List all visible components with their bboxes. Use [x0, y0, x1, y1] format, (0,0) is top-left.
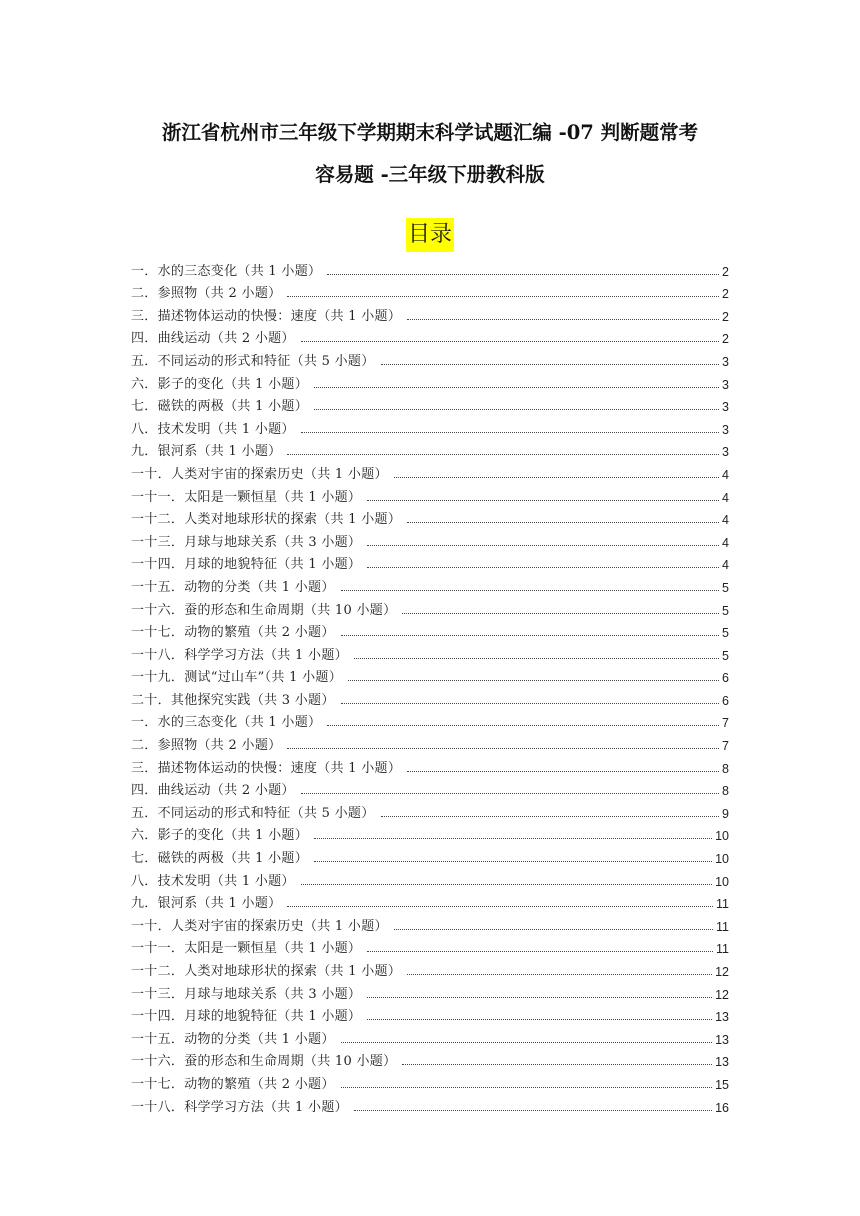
- toc-dot-leader: [287, 906, 713, 907]
- toc-entry-page-number: 6: [722, 671, 729, 686]
- toc-entry-label: 一．水的三态变化（共 1 小题）: [131, 715, 322, 731]
- toc-entry-page-number: 3: [722, 422, 729, 437]
- toc-entry[interactable]: [131, 439, 729, 462]
- toc-entry-page-number: 2: [722, 309, 729, 324]
- toc-dot-leader: [407, 319, 719, 320]
- toc-dot-leader: [314, 409, 719, 410]
- toc-entry-label: 一．水的三态变化（共 1 小题）: [131, 263, 322, 279]
- toc-entry-page-number: 4: [722, 490, 729, 505]
- toc-entry-page-number: 3: [722, 377, 729, 392]
- toc-entry-page-number: 13: [715, 1032, 729, 1047]
- toc-dot-leader: [327, 274, 719, 275]
- toc-entry-page-number: 5: [722, 626, 729, 641]
- toc-dot-leader: [381, 816, 720, 817]
- toc-dot-leader: [394, 477, 719, 478]
- toc-entry[interactable]: [131, 326, 729, 349]
- toc-entry-page-number: 9: [722, 806, 729, 821]
- toc-dot-leader: [354, 1110, 712, 1111]
- toc-heading: 目录: [406, 218, 454, 252]
- toc-entry[interactable]: [131, 1049, 729, 1072]
- toc-entry[interactable]: [131, 552, 729, 575]
- toc-entry[interactable]: [131, 281, 729, 304]
- toc-dot-leader: [367, 500, 719, 501]
- toc-entry-label: 一十八．科学学习方法（共 1 小题）: [131, 1099, 348, 1115]
- toc-entry-page-number: 8: [722, 761, 729, 776]
- toc-dot-leader: [348, 680, 719, 681]
- toc-dot-leader: [341, 635, 719, 636]
- toc-dot-leader: [314, 861, 712, 862]
- toc-entry-page-number: 12: [715, 965, 729, 979]
- document-title-line-1: 浙江省杭州市三年级下学期期末科学试题汇编 -07 判断题常考: [161, 121, 699, 144]
- toc-entry[interactable]: [131, 1004, 729, 1027]
- toc-entry-page-number: 6: [722, 693, 729, 708]
- toc-entry[interactable]: [131, 620, 729, 643]
- toc-entry-label: 四．曲线运动（共 2 小题）: [131, 783, 295, 799]
- toc-dot-leader: [402, 1064, 712, 1065]
- table-of-contents: [131, 258, 729, 1117]
- toc-entry-page-number: 15: [715, 1077, 729, 1092]
- toc-dot-leader: [367, 951, 713, 952]
- toc-entry-page-number: 10: [715, 874, 729, 889]
- toc-entry-page-number: 5: [722, 648, 729, 663]
- toc-entry-label: 一十一．太阳是一颗恒星（共 1 小题）: [131, 489, 362, 505]
- toc-dot-leader: [341, 703, 719, 704]
- toc-entry-label: 一十三．月球与地球关系（共 3 小题）: [131, 986, 362, 1002]
- toc-entry[interactable]: [131, 507, 729, 530]
- toc-entry-label: 八．技术发明（共 1 小题）: [131, 873, 295, 889]
- toc-dot-leader: [341, 590, 719, 591]
- toc-entry-label: 一十四．月球的地貌特征（共 1 小题）: [131, 557, 362, 573]
- toc-entry-page-number: 5: [722, 603, 729, 618]
- toc-entry[interactable]: [131, 1094, 729, 1117]
- toc-dot-leader: [407, 522, 719, 523]
- toc-entry[interactable]: [131, 1026, 729, 1049]
- toc-entry[interactable]: [131, 687, 729, 710]
- toc-entry[interactable]: [131, 732, 729, 755]
- toc-entry-page-number: 5: [722, 580, 729, 595]
- toc-entry[interactable]: [131, 642, 729, 665]
- toc-dot-leader: [354, 658, 719, 659]
- toc-entry-page-number: 4: [722, 535, 729, 550]
- toc-entry-page-number: 4: [722, 513, 729, 528]
- toc-entry-page-number: 10: [715, 829, 729, 844]
- toc-entry-page-number: 13: [715, 1010, 729, 1025]
- toc-entry-page-number: 3: [722, 445, 729, 460]
- toc-entry[interactable]: [131, 1071, 729, 1094]
- toc-entry-label: 五．不同运动的形式和特征（共 5 小题）: [131, 805, 375, 821]
- toc-dot-leader: [314, 387, 719, 388]
- toc-entry-label: 一十二．人类对地球形状的探索（共 1 小题）: [131, 964, 402, 979]
- toc-entry[interactable]: [131, 958, 729, 981]
- toc-entry-page-number: 4: [722, 558, 729, 573]
- toc-entry-label: 一十五．动物的分类（共 1 小题）: [131, 579, 335, 595]
- toc-dot-leader: [367, 545, 719, 546]
- toc-dot-leader: [301, 341, 719, 342]
- toc-dot-leader: [341, 1042, 712, 1043]
- toc-entry-label: 七．磁铁的两极（共 1 小题）: [131, 399, 309, 415]
- toc-entry-page-number: 3: [722, 400, 729, 415]
- toc-dot-leader: [367, 567, 719, 568]
- toc-entry-label: 四．曲线运动（共 2 小题）: [131, 331, 295, 347]
- toc-entry-label: 九．银河系（共 1 小题）: [131, 444, 282, 460]
- toc-entry-label: 六．影子的变化（共 1 小题）: [131, 828, 309, 844]
- toc-entry[interactable]: [131, 710, 729, 733]
- toc-entry-label: 五．不同运动的形式和特征（共 5 小题）: [131, 353, 375, 369]
- toc-entry-page-number: 13: [715, 1055, 729, 1070]
- toc-entry[interactable]: [131, 891, 729, 914]
- toc-entry[interactable]: [131, 868, 729, 891]
- toc-dot-leader: [287, 296, 719, 297]
- toc-entry[interactable]: [131, 913, 729, 936]
- toc-dot-leader: [301, 432, 719, 433]
- toc-entry-label: 一十七．动物的繁殖（共 2 小题）: [131, 625, 335, 641]
- toc-entry-page-number: 11: [716, 919, 729, 934]
- toc-dot-leader: [407, 974, 712, 975]
- toc-entry-label: 一十六．蚕的形态和生命周期（共 10 小题）: [131, 602, 397, 618]
- toc-entry-label: 一十．人类对宇宙的探索历史（共 1 小题）: [131, 918, 388, 934]
- toc-entry[interactable]: [131, 394, 729, 417]
- toc-entry-label: 六．影子的变化（共 1 小题）: [131, 376, 309, 392]
- toc-dot-leader: [301, 793, 719, 794]
- toc-entry[interactable]: [131, 665, 729, 688]
- toc-entry-page-number: 2: [722, 287, 729, 302]
- toc-entry-page-number: 11: [716, 942, 729, 957]
- toc-dot-leader: [367, 997, 712, 998]
- toc-entry-label: 一十一．太阳是一颗恒星（共 1 小题）: [131, 941, 362, 957]
- toc-dot-leader: [367, 1019, 712, 1020]
- toc-entry[interactable]: [131, 574, 729, 597]
- toc-entry-label: 二．参照物（共 2 小题）: [131, 738, 282, 754]
- toc-entry-label: 七．磁铁的两极（共 1 小题）: [131, 851, 309, 867]
- toc-entry[interactable]: [131, 529, 729, 552]
- toc-entry[interactable]: [131, 845, 729, 868]
- toc-dot-leader: [287, 454, 719, 455]
- toc-entry[interactable]: [131, 597, 729, 620]
- toc-entry[interactable]: [131, 936, 729, 959]
- toc-entry-label: 二．参照物（共 2 小题）: [131, 286, 282, 302]
- toc-entry-page-number: 12: [715, 987, 729, 1002]
- toc-entry-label: 一十三．月球与地球关系（共 3 小题）: [131, 534, 362, 550]
- toc-entry[interactable]: [131, 348, 729, 371]
- toc-entry[interactable]: [131, 778, 729, 801]
- toc-entry[interactable]: [131, 823, 729, 846]
- toc-entry-page-number: 8: [722, 784, 729, 799]
- toc-entry[interactable]: [131, 258, 729, 281]
- toc-entry-label: 八．技术发明（共 1 小题）: [131, 421, 295, 437]
- toc-entry[interactable]: [131, 303, 729, 326]
- toc-dot-leader: [394, 929, 713, 930]
- document-title-line-2: 容易题 -三年级下册教科版: [315, 163, 545, 186]
- toc-entry-label: 二十．其他探究实践（共 3 小题）: [131, 692, 335, 708]
- toc-dot-leader: [381, 364, 720, 365]
- toc-dot-leader: [341, 1087, 712, 1088]
- toc-entry-label: 一十五．动物的分类（共 1 小题）: [131, 1031, 335, 1047]
- toc-entry-page-number: 3: [722, 354, 729, 369]
- toc-entry-page-number: 7: [722, 716, 729, 731]
- toc-dot-leader: [287, 748, 719, 749]
- toc-entry[interactable]: [131, 371, 729, 394]
- toc-entry-label: 一十二．人类对地球形状的探索（共 1 小题）: [131, 512, 402, 528]
- toc-entry-page-number: 4: [722, 467, 729, 482]
- toc-heading-container: [0, 218, 860, 252]
- toc-entry[interactable]: [131, 800, 729, 823]
- toc-entry-label: 九．银河系（共 1 小题）: [131, 896, 282, 912]
- toc-entry-page-number: 11: [716, 897, 729, 912]
- toc-entry-page-number: 7: [722, 739, 729, 754]
- toc-entry-label: 一十六．蚕的形态和生命周期（共 10 小题）: [131, 1054, 397, 1070]
- toc-entry-label: 一十四．月球的地貌特征（共 1 小题）: [131, 1009, 362, 1025]
- toc-entry[interactable]: [131, 461, 729, 484]
- toc-entry[interactable]: [131, 416, 729, 439]
- toc-entry-label: 三．描述物体运动的快慢：速度（共 1 小题）: [131, 760, 402, 776]
- toc-entry-label: 一十八．科学学习方法（共 1 小题）: [131, 647, 348, 663]
- toc-entry-label: 一十．人类对宇宙的探索历史（共 1 小题）: [131, 466, 388, 482]
- toc-entry-page-number: 10: [715, 852, 729, 867]
- toc-dot-leader: [314, 838, 712, 839]
- toc-entry-page-number: 16: [715, 1100, 729, 1115]
- toc-dot-leader: [402, 613, 719, 614]
- toc-entry-page-number: 2: [722, 332, 729, 347]
- toc-entry[interactable]: [131, 484, 729, 507]
- toc-dot-leader: [327, 725, 719, 726]
- toc-entry[interactable]: [131, 755, 729, 778]
- toc-entry-label: 一十九．测试“过山车”（共 1 小题）: [131, 670, 343, 686]
- toc-dot-leader: [301, 884, 712, 885]
- toc-entry-label: 三．描述物体运动的快慢：速度（共 1 小题）: [131, 308, 402, 324]
- toc-entry-page-number: 2: [722, 264, 729, 279]
- toc-entry-label: 一十七．动物的繁殖（共 2 小题）: [131, 1076, 335, 1092]
- toc-dot-leader: [407, 771, 719, 772]
- toc-entry[interactable]: [131, 981, 729, 1004]
